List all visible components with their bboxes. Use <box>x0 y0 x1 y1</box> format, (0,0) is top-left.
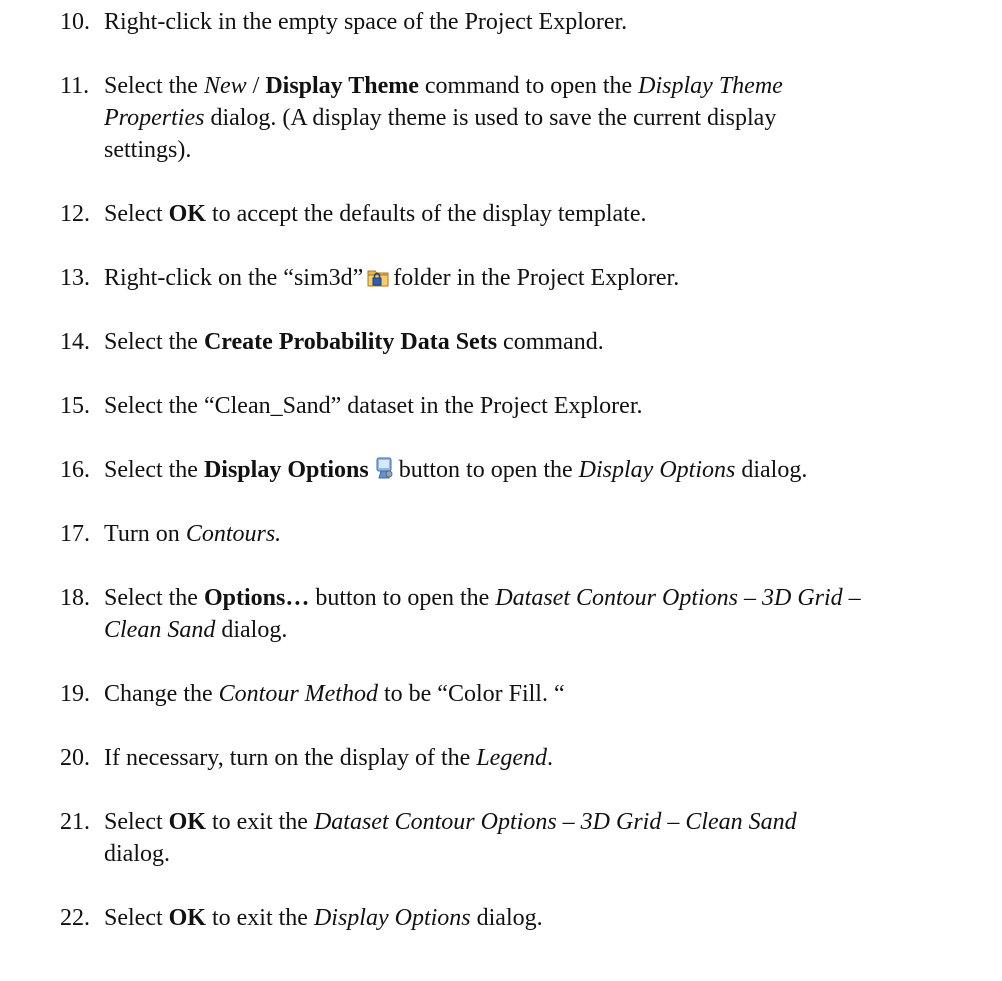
dialog-name: Dataset Contour Options – 3D Grid – Clean Sand <box>313 809 797 835</box>
step-text: to exit the <box>205 809 314 835</box>
step-number: 17. <box>60 521 90 547</box>
command-create-probability: Create Probability Data Sets <box>203 329 498 355</box>
step-text: dialog. <box>470 905 543 931</box>
command-display-options: Display Options <box>203 457 369 483</box>
step-20 <box>60 742 990 774</box>
step-text: Right-click in the empty space of the Project Explorer. <box>104 9 628 35</box>
step-number: 16. <box>60 457 90 483</box>
step-number: 19. <box>60 681 90 707</box>
step-10 <box>60 6 990 38</box>
step-text: If necessary, turn on the display of the <box>104 745 477 771</box>
dialog-name: Clean Sand <box>104 617 216 643</box>
step-text: command. <box>497 329 604 355</box>
menu-new: New <box>203 73 247 99</box>
button-ok: OK <box>168 809 206 835</box>
step-number: 12. <box>60 201 90 227</box>
step-text: button to open the <box>398 457 579 483</box>
step-text: to accept the defaults of the display template. <box>205 201 647 227</box>
step-number: 14. <box>60 329 90 355</box>
dialog-name: Dataset Contour Options – 3D Grid – <box>495 585 861 611</box>
command-display-theme: Display Theme <box>265 73 419 99</box>
display-options-icon <box>373 456 395 489</box>
step-11 <box>60 70 990 166</box>
step-21 <box>60 806 990 870</box>
step-18 <box>60 582 990 646</box>
step-text: / <box>246 73 266 99</box>
step-text: Turn on <box>104 521 186 547</box>
step-11-line3: settings). <box>104 137 192 163</box>
step-number: 18. <box>60 585 90 611</box>
step-text: Select <box>104 905 169 931</box>
step-text: Select <box>104 809 169 835</box>
step-text: Select the <box>104 585 204 611</box>
step-text: button to open the <box>309 585 496 611</box>
step-number: 20. <box>60 745 90 771</box>
step-text: Select the “Clean_Sand” dataset in the Project Explorer. <box>104 393 643 419</box>
step-text: dialog. <box>215 617 288 643</box>
option-legend: Legend <box>476 745 547 771</box>
dialog-name: Properties <box>104 105 205 131</box>
step-17 <box>60 518 990 550</box>
button-options: Options… <box>203 585 310 611</box>
step-text: to exit the <box>205 905 314 931</box>
step-15 <box>60 390 990 422</box>
step-number: 21. <box>60 809 90 835</box>
dialog-name: Display Options <box>578 457 736 483</box>
step-11-line2 <box>60 102 990 134</box>
step-text: Select the <box>104 329 204 355</box>
step-text: Change the <box>104 681 219 707</box>
option-contours: Contours. <box>185 521 282 547</box>
step-text: to be “Color Fill. “ <box>377 681 565 707</box>
step-text: . <box>546 745 553 771</box>
step-13 <box>60 262 990 297</box>
step-text: dialog. (A display theme is used to save the current display <box>204 105 777 131</box>
step-text: Select <box>104 201 169 227</box>
step-12 <box>60 198 990 230</box>
button-ok: OK <box>168 905 206 931</box>
step-number: 22. <box>60 905 90 931</box>
step-text: Select the <box>104 457 204 483</box>
step-number: 10. <box>60 9 90 35</box>
step-19 <box>60 678 990 710</box>
step-16 <box>60 454 990 489</box>
step-number: 11. <box>60 73 90 99</box>
step-text: folder in the Project Explorer. <box>393 265 680 291</box>
dialog-name: Display Theme <box>638 73 783 99</box>
step-number: 15. <box>60 393 90 419</box>
folder-lock-icon <box>367 265 389 297</box>
step-number: 13. <box>60 265 90 291</box>
step-14 <box>60 326 990 358</box>
dialog-name: Display Options <box>313 905 471 931</box>
option-contour-method: Contour Method <box>218 681 378 707</box>
step-21-line2: dialog. <box>104 841 170 867</box>
step-18-line2 <box>60 614 990 646</box>
step-text: Select the <box>104 73 204 99</box>
step-text: dialog. <box>735 457 808 483</box>
step-text: Right-click on the “sim3d” <box>104 265 364 291</box>
step-text: command to open the <box>418 73 639 99</box>
step-22 <box>60 902 990 934</box>
button-ok: OK <box>168 201 206 227</box>
